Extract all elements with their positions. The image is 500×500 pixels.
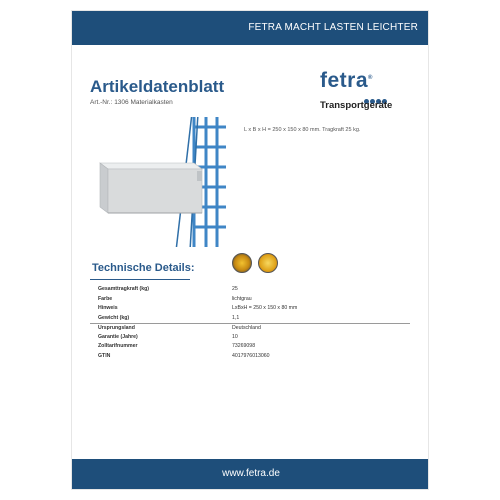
spec-row [90,295,410,305]
spec-label: Zolltarifnummer [98,343,138,349]
heading-divider [90,279,190,280]
technical-details-heading: Technische Details: [92,262,195,274]
spec-row [90,333,410,343]
material-box-on-grid-illustration [90,117,226,247]
spec-row [90,342,410,352]
spec-label: Ursprungsland [98,325,135,331]
spec-row [90,314,410,324]
header-banner [72,11,429,45]
footer-website-link[interactable]: www.fetra.de [222,468,280,479]
spec-label: Gewicht (kg) [98,314,130,321]
spec-value: 4017976013060 [232,352,270,359]
spec-label: Hinweis [98,305,118,311]
spec-row [90,285,410,295]
spec-value: 25 [232,286,238,292]
spec-value: LxBxH = 250 x 150 x 80 mm [232,305,298,311]
spec-value: lichtgrau [232,295,252,302]
page-title: Artikeldatenblatt [90,77,225,96]
logo-word: fetra® [320,69,373,92]
spec-value: 73269098 [232,343,256,349]
logo-subtitle: Transportgeräte [320,100,393,111]
spec-label: Gesamttragkraft (kg) [98,286,150,292]
datasheet-page [71,10,429,490]
article-number: Art.-Nr.: 1306 Materialkasten [90,99,173,106]
spec-row [90,352,410,362]
spec-row [90,304,410,314]
header-tagline: FETRA MACHT LASTEN LEICHTER [248,22,418,33]
product-image [90,117,226,247]
spec-value: 1,1 [232,314,240,321]
guarantee-seal-icon [258,253,278,273]
spec-label: GTIN [98,352,111,359]
fetra-logo [312,69,412,113]
footer-banner [72,459,429,489]
spec-label: Farbe [98,295,113,302]
spec-value: Deutschland [232,325,261,331]
spec-table [90,285,410,361]
spec-label: Garantie (Jahre) [98,333,138,340]
product-description: L x B x H = 250 x 150 x 80 mm. Tragkraft 25 kg. [244,127,361,133]
made-in-germany-seal-icon [232,253,252,273]
spec-row [90,323,410,333]
spec-value: 10 [232,333,238,340]
